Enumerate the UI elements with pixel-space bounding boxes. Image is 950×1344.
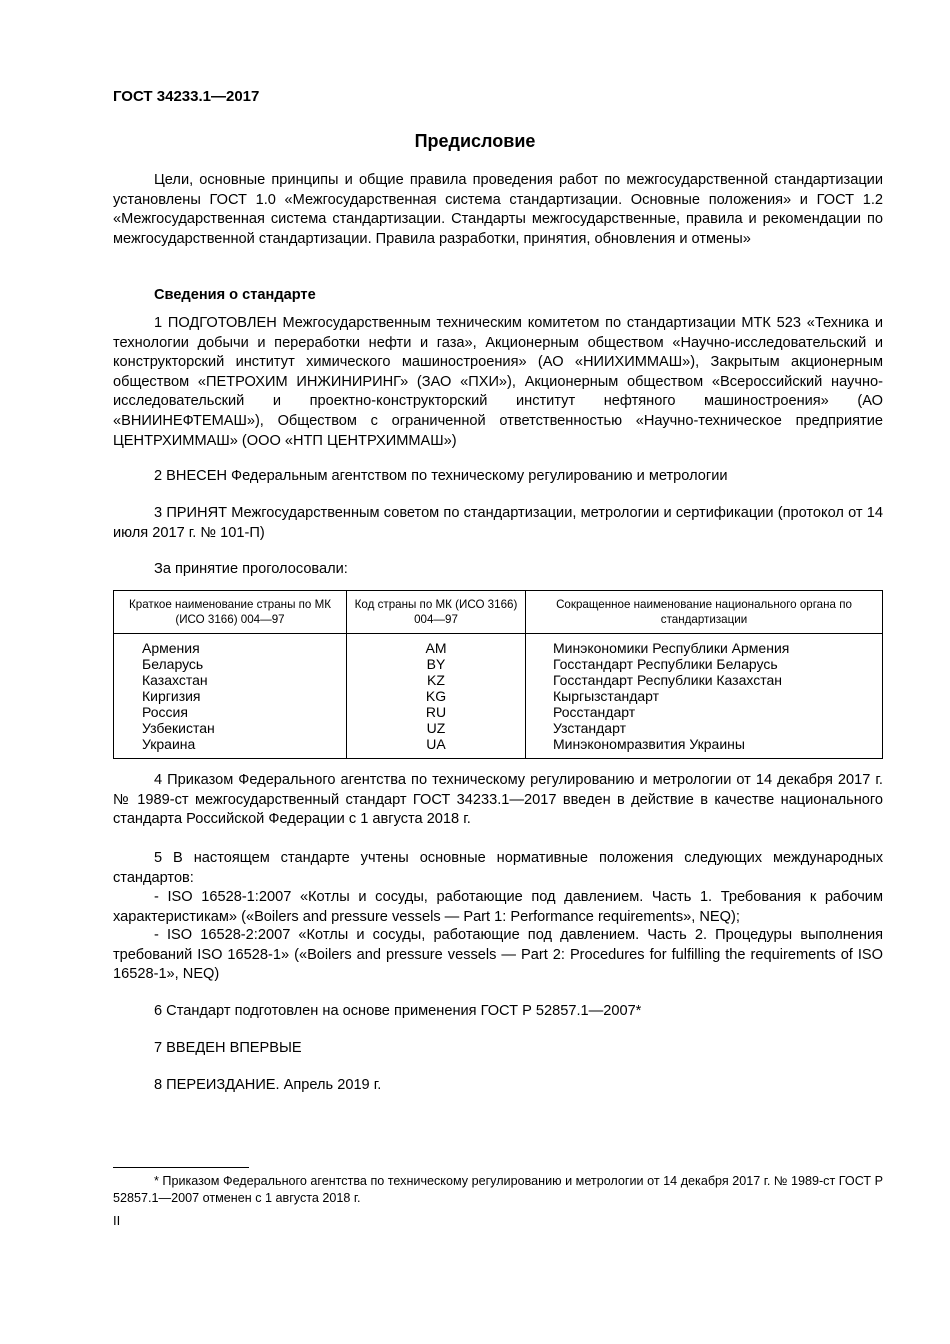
table-row: [114, 704, 883, 720]
cell-body: Госстандарт Республики Казахстан: [526, 672, 883, 688]
table-row: [114, 720, 883, 736]
page-title: Предисловие: [414, 131, 536, 151]
cell-body: Узстандарт: [526, 720, 883, 736]
info-heading: Сведения о стандарте: [154, 287, 316, 303]
item-5-iso-part1: - ISO 16528-1:2007 «Котлы и сосуды, работающие под давлением. Часть 1. Требования к рабочим характеристикам» («Boilers and pressure vessels — Part 1: Performance requirements», NEQ);: [113, 889, 883, 925]
cell-country: Казахстан: [114, 672, 347, 688]
cell-body: Кыргызстандарт: [526, 688, 883, 704]
footnote-separator: [113, 1167, 249, 1168]
cell-country: Беларусь: [114, 656, 347, 672]
cell-country: Украина: [114, 736, 347, 759]
cell-country: Узбекистан: [114, 720, 347, 736]
table-row: [114, 688, 883, 704]
table-header-row: [114, 591, 883, 634]
item-3-adopted: 3 ПРИНЯТ Межгосударственным советом по стандартизации, метрологии и сертификации (протокол от 14 июля 2017 г. № 101-П): [113, 505, 883, 541]
item-5-intl-standards: 5 В настоящем стандарте учтены основные нормативные положения следующих международных стандартов:: [113, 850, 883, 886]
table-row: [114, 656, 883, 672]
cell-country: Киргизия: [114, 688, 347, 704]
cell-body: Минэкономики Республики Армения: [526, 634, 883, 657]
cell-code: UZ: [347, 720, 526, 736]
cell-body: Минэкономразвития Украины: [526, 736, 883, 759]
item-6-basis: 6 Стандарт подготовлен на основе применения ГОСТ Р 52857.1—2007*: [154, 1003, 642, 1019]
header-country-name: Краткое наименование страны по МК (ИСО 3166) 004—97: [114, 591, 347, 634]
cell-country: Армения: [114, 634, 347, 657]
item-8-reissue: 8 ПЕРЕИЗДАНИЕ. Апрель 2019 г.: [154, 1077, 382, 1093]
header-standards-body: Сокращенное наименование национального органа по стандартизации: [526, 591, 883, 634]
table-row: [114, 634, 883, 657]
cell-code: UA: [347, 736, 526, 759]
voting-table: [113, 590, 883, 759]
cell-body: Госстандарт Республики Беларусь: [526, 656, 883, 672]
vote-label: За принятие проголосовали:: [154, 561, 348, 577]
footnote: * Приказом Федерального агентства по техническому регулированию и метрологии от 14 декабря 2017 г. № 1989-ст ГОСТ Р 52857.1—2007 отменен с 1 августа 2018 г.: [113, 1174, 883, 1205]
intro-paragraph: Цели, основные принципы и общие правила проведения работ по межгосударственной стандартизации установлены ГОСТ 1.0 «Межгосударственная система стандартизации. Основные положения» и ГОСТ 1.2 «Межгосударственная система стандартизации. Стандарты межгосударственные, правила и рекомендации по межгосударственной стандартизации. Правила разработки, принятия, обновления и отмены»: [113, 172, 883, 247]
standard-code: ГОСТ 34233.1—2017: [113, 88, 260, 105]
item-1-prepared: 1 ПОДГОТОВЛЕН Межгосударственным техническим комитетом по стандартизации МТК 523 «Техника и технологии добычи и переработки нефти и газа», Акционерным обществом «Научно-исследовательский и конструкторский институт химического машиностроения» (АО «НИИХИММАШ»), Закрытым акционерным обществом «ПЕТРОХИМ ИНЖИНИРИНГ» (ЗАО «ПХИ»), Акционерным обществом «Всероссийский научно-исследовательский и проектно-конструкторский институт нефтяного машиностроения» (АО «ВНИИНЕФТЕМАШ»), Обществом с ограниченной ответственностью «Научно-техническое предприятие ЦЕНТРХИММАШ» (ООО «НТП ЦЕНТРХИММАШ»): [113, 315, 883, 449]
item-4-order: 4 Приказом Федерального агентства по техническому регулированию и метрологии от 14 декабря 2017 г. № 1989-ст межгосударственный стандарт ГОСТ 34233.1—2017 введен в действие в качестве национального стандарта Российской Федерации с 1 августа 2018 г.: [113, 772, 883, 828]
item-2-introduced: 2 ВНЕСЕН Федеральным агентством по техническому регулированию и метрологии: [154, 468, 728, 484]
cell-code: KG: [347, 688, 526, 704]
item-7-first-introduced: 7 ВВЕДЕН ВПЕРВЫЕ: [154, 1040, 302, 1056]
table-row: [114, 672, 883, 688]
item-5-iso-part2: - ISO 16528-2:2007 «Котлы и сосуды, работающие под давлением. Часть 2. Процедуры выполнения требований ISO 16528-1» («Boilers and pressure vessels — Part 2: Procedures for fulfilling the requirements of ISO 16528-1», NEQ): [113, 927, 883, 983]
cell-code: RU: [347, 704, 526, 720]
header-country-code: Код страны по МК (ИСО 3166) 004—97: [347, 591, 526, 634]
page-number: II: [113, 1213, 121, 1228]
cell-body: Росстандарт: [526, 704, 883, 720]
table-row: [114, 736, 883, 759]
cell-code: BY: [347, 656, 526, 672]
cell-code: KZ: [347, 672, 526, 688]
cell-country: Россия: [114, 704, 347, 720]
cell-code: AM: [347, 634, 526, 657]
